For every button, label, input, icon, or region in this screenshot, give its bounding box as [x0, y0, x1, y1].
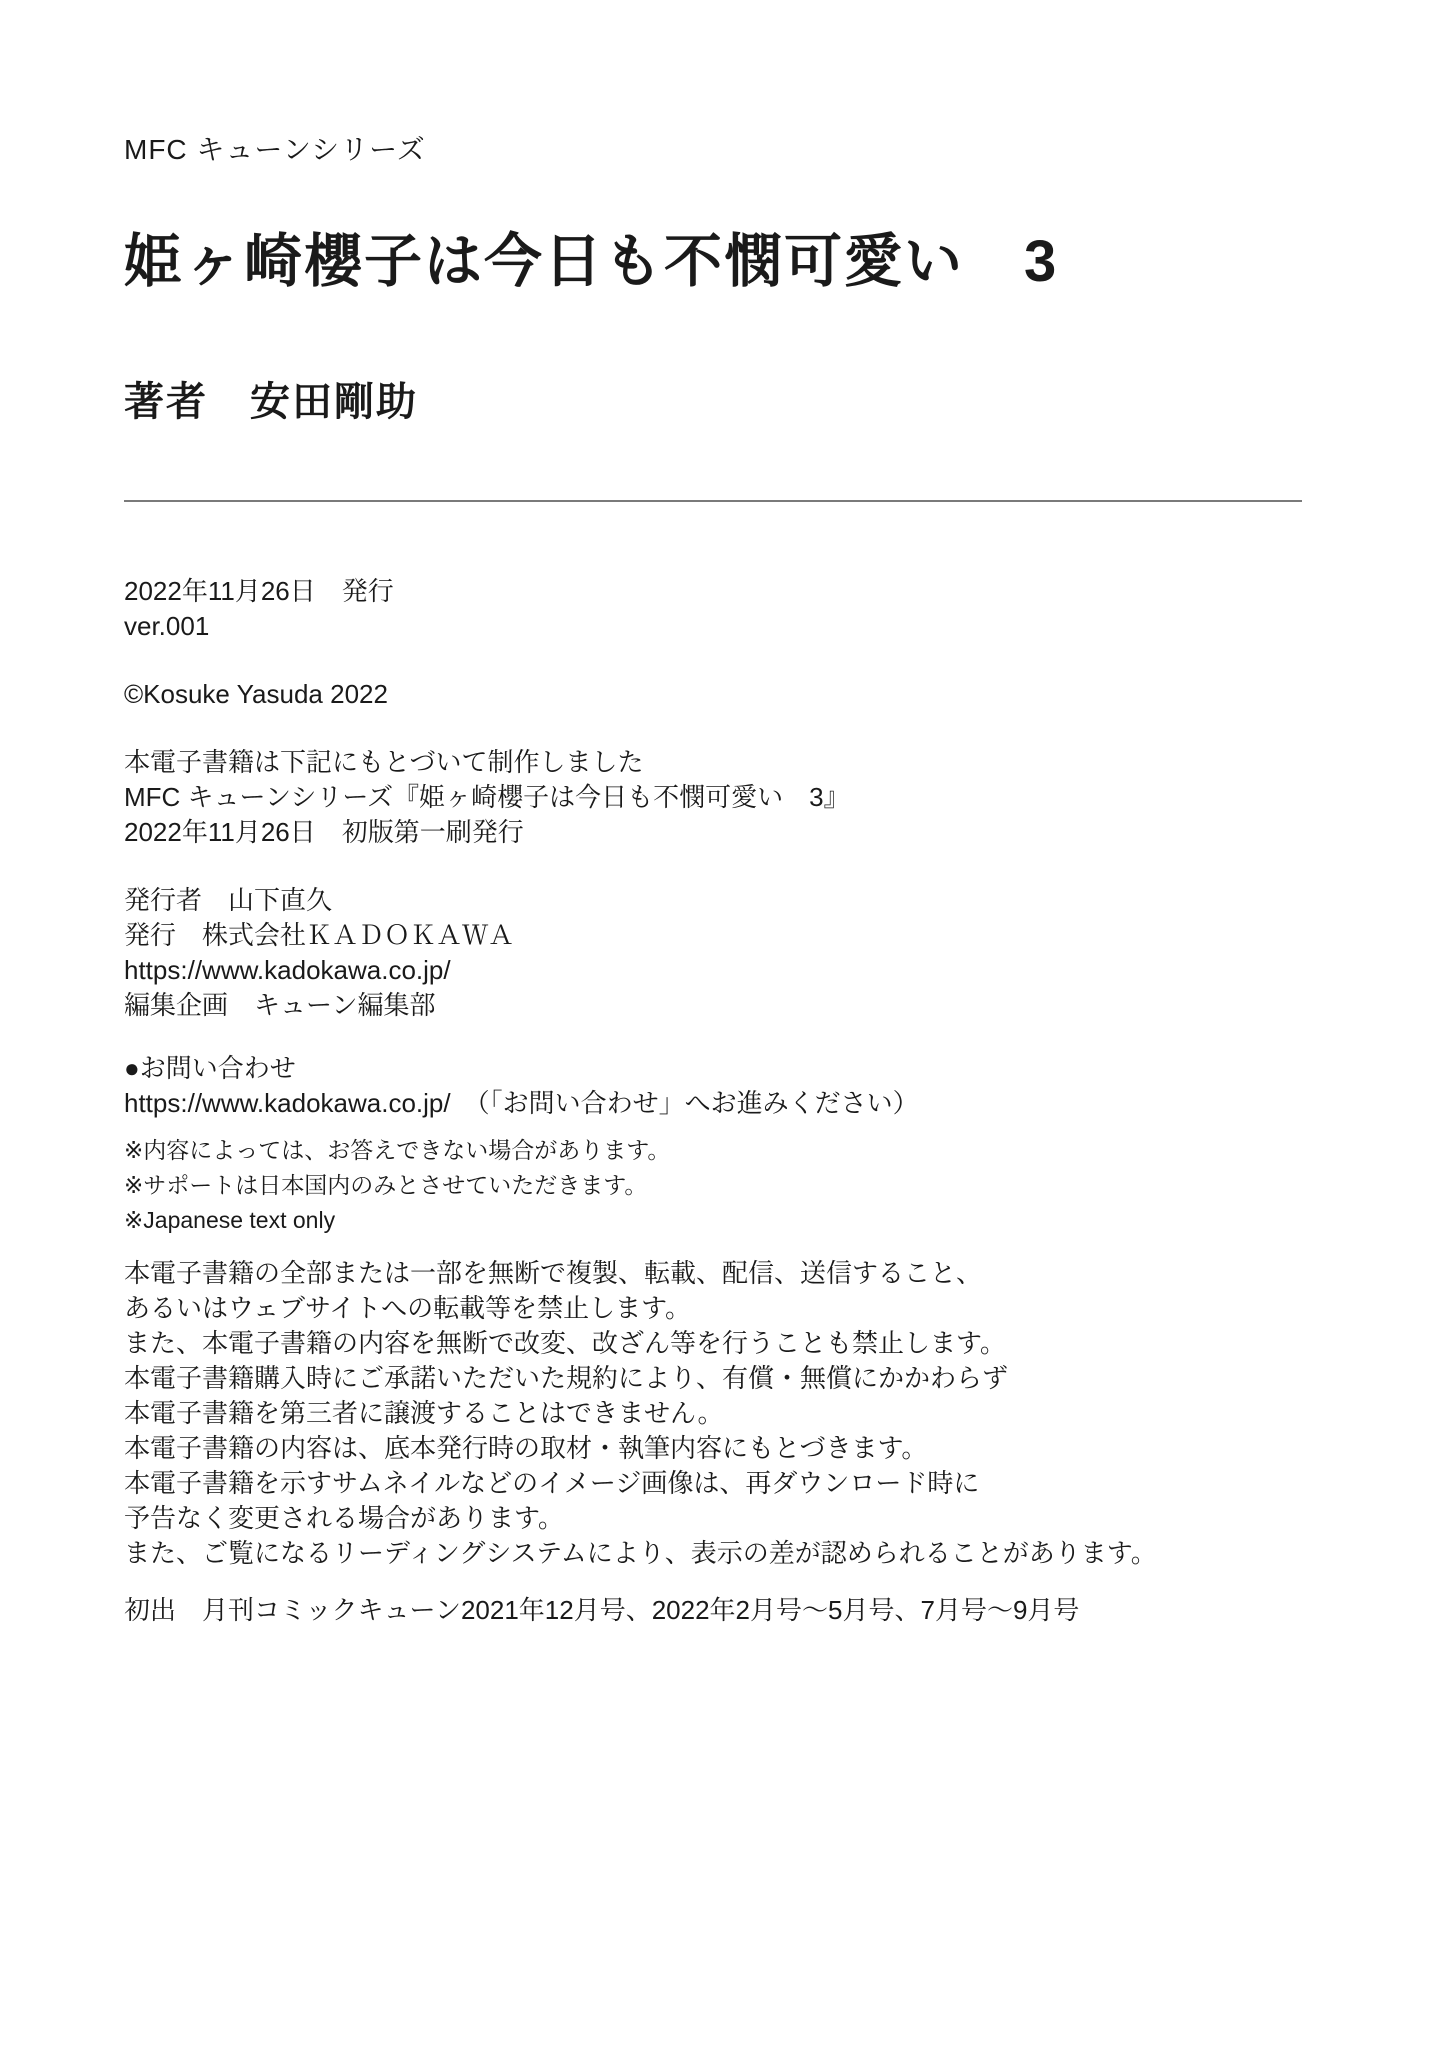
- contact-heading: ●お問い合わせ: [124, 1053, 296, 1083]
- publisher-url-line: https://www.kadokawa.co.jp/: [124, 955, 451, 985]
- legal-block: [124, 1256, 1349, 1571]
- first-publication-block: [124, 1593, 1349, 1628]
- contact-note-line: ※サポートは日本国内のみとさせていただきます。: [124, 1172, 648, 1198]
- source-block: [124, 745, 1349, 850]
- series-label: MFC キューンシリーズ: [124, 134, 426, 165]
- contact-note-line: ※内容によっては、お答えできない場合があります。: [124, 1137, 671, 1163]
- legal-text-line: あるいはウェブサイトへの転載等を禁止します。: [124, 1293, 692, 1323]
- first-publication-line: 初出 月刊コミックキューン2021年12月号、2022年2月号～5月号、7月号～9月号: [124, 1595, 1080, 1625]
- contact-note-line: ※Japanese text only: [124, 1207, 336, 1233]
- version-line: ver.001: [124, 611, 210, 641]
- legal-text-line: 予告なく変更される場合があります。: [124, 1503, 564, 1533]
- issue-block: [124, 574, 1349, 644]
- source-note-line: 本電子書籍は下記にもとづいて制作しました: [124, 747, 644, 777]
- contact-notes-block: [124, 1133, 1349, 1238]
- contact-block: [124, 1051, 1349, 1121]
- issue-date-line: 2022年11月26日 発行: [124, 576, 394, 606]
- legal-text-line: 本電子書籍を第三者に譲渡することはできません。: [124, 1398, 724, 1428]
- publisher-block: [124, 883, 1349, 1023]
- copyright-line: ©Kosuke Yasuda 2022: [124, 679, 388, 709]
- legal-text-line: また、本電子書籍の内容を無断で改変、改ざん等を行うことも禁止します。: [124, 1328, 1006, 1358]
- publisher-person-line: 発行者 山下直久: [124, 885, 333, 915]
- copyright-block: [124, 677, 1349, 712]
- first-print-line: 2022年11月26日 初版第一刷発行: [124, 817, 524, 847]
- divider-rule: [124, 500, 1302, 502]
- legal-text-line: 本電子書籍を示すサムネイルなどのイメージ画像は、再ダウンロード時に: [124, 1468, 980, 1498]
- legal-text-line: 本電子書籍の内容は、底本発行時の取材・執筆内容にもとづきます。: [124, 1433, 928, 1463]
- book-title: 姫ヶ崎櫻子は今日も不憫可愛い 3: [124, 229, 1059, 294]
- legal-text-line: 本電子書籍の全部または一部を無断で複製、転載、配信、送信すること、: [124, 1258, 983, 1288]
- legal-text-line: また、ご覧になるリーディングシステムにより、表示の差が認められることがあります。: [124, 1538, 1157, 1568]
- source-title-line: MFC キューンシリーズ『姫ヶ崎櫻子は今日も不憫可愛い 3』: [124, 782, 850, 812]
- contact-url-line: https://www.kadokawa.co.jp/ （「お問い合わせ」へお進みください）: [124, 1088, 919, 1118]
- publisher-company-line: 発行 株式会社ＫＡＤＯＫＡＷＡ: [124, 920, 515, 950]
- author-line: 著者 安田剛助: [124, 380, 418, 424]
- editorial-line: 編集企画 キューン編集部: [124, 990, 436, 1020]
- legal-text-line: 本電子書籍購入時にご承諾いただいた規約により、有償・無償にかかわらず: [124, 1363, 1009, 1393]
